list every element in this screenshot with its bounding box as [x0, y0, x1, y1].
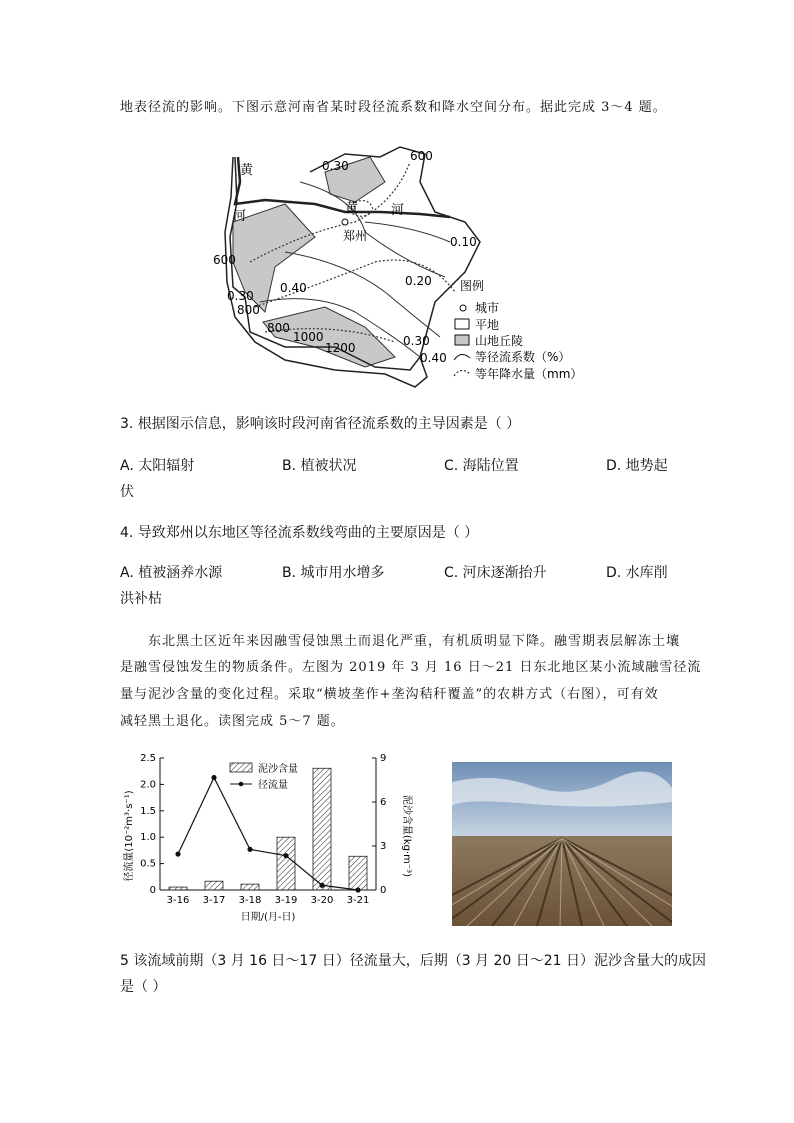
sediment-bar: [313, 768, 331, 890]
x-tick-label: 3-21: [346, 895, 370, 906]
runoff-point: [283, 853, 288, 858]
runoff-point: [355, 887, 360, 892]
city-label: 郑州: [343, 229, 368, 243]
legend-bar-swatch: [230, 763, 252, 772]
legend-precip: 等年降水量（mm）: [475, 367, 583, 381]
q3-stem: 3. 根据图示信息，影响该时段河南省径流系数的主导因素是（ ）: [120, 416, 521, 432]
x-tick-label: 3-19: [274, 895, 298, 906]
chart-line: [175, 775, 360, 893]
legend-title: 图例: [460, 279, 485, 293]
chart-legend: [230, 762, 298, 791]
legend-runoff: 等径流系数（%）: [475, 350, 571, 364]
henan-runoff-map: [205, 142, 600, 392]
runoff-point: [175, 851, 180, 856]
y-tick-label-left: 2.0: [140, 779, 156, 791]
legend-line-label: 径流量: [258, 780, 288, 791]
q3-option-c[interactable]: C. 海陆位置: [444, 458, 519, 474]
runoff-point: [247, 847, 252, 852]
q5-stem-line1: 5 该流域前期（3 月 16 日～17 日）径流量大，后期（3 月 20 日～21 日）泥沙含量大的成因: [120, 953, 707, 969]
isoline-label: 0.40: [280, 281, 307, 295]
y-tick-label-right: 0: [380, 885, 387, 896]
map-legend: [454, 278, 582, 381]
river-label: 河: [391, 203, 405, 218]
x-tick-label: 3-17: [202, 895, 226, 906]
passage-line: 量与泥沙含量的变化过程。采取“横坡垄作+垄沟秸秆覆盖”的农耕方式（右图），可有效: [120, 687, 659, 702]
river-label: 黄: [345, 201, 359, 216]
q4-option-d-cont: 洪补枯: [120, 591, 162, 607]
y-axis-right-title: 泥沙含量(kg·m⁻³): [401, 794, 412, 878]
river-label: 黄: [240, 163, 254, 178]
legend-bar-label: 泥沙含量: [258, 764, 298, 775]
city-marker: [342, 219, 348, 225]
q3-option-b[interactable]: B. 植被状况: [282, 458, 357, 474]
legend-line-marker: [239, 782, 244, 787]
isoline-label: 800: [267, 321, 290, 335]
x-tick-label: 3-18: [238, 895, 262, 906]
sediment-bar: [241, 884, 259, 890]
y-tick-label-right: 9: [380, 753, 387, 764]
isoline-label: 1000: [293, 330, 324, 344]
q3-option-d[interactable]: D. 地势起: [606, 458, 668, 474]
y-tick-label-left: 0.5: [140, 858, 156, 870]
legend-city-icon: [460, 305, 466, 311]
isoline-label: 0.30: [227, 289, 254, 303]
isoline-label: 600: [213, 253, 236, 267]
legend-precip-icon: [454, 370, 470, 376]
sediment-bar: [205, 881, 223, 890]
legend-runoff-icon: [454, 354, 470, 360]
runoff-point: [211, 775, 216, 780]
q4-stem: 4. 导致郑州以东地区等径流系数线弯曲的主要原因是（ ）: [120, 525, 479, 541]
sediment-bar: [277, 837, 295, 890]
isoline-label: 1200: [325, 341, 356, 355]
q4-option-c[interactable]: C. 河床逐渐抬升: [444, 565, 547, 581]
q3-option-a[interactable]: A. 太阳辐射: [120, 458, 195, 474]
passage-line: 东北黑土区近年来因融雪侵蚀黑土而退化严重，有机质明显下降。融雪期表层解冻土壤: [148, 634, 681, 649]
runoff-sediment-chart: [118, 748, 423, 928]
x-tick-label: 3-20: [310, 895, 334, 906]
isoline-label: 0.30: [322, 159, 349, 173]
y-tick-label-left: 0: [149, 885, 156, 896]
y-tick-label-left: 1.0: [140, 832, 156, 844]
q4-option-d[interactable]: D. 水库削: [606, 565, 668, 581]
q4-option-b[interactable]: B. 城市用水增多: [282, 565, 385, 581]
y-axis-left-title: 径流量(10⁻²m³·s⁻¹): [124, 790, 135, 882]
passage-line: 是融雪侵蚀发生的物质条件。左图为 2019 年 3 月 16 日～21 日东北地区某小流域融雪径流: [120, 660, 702, 675]
q4-option-a[interactable]: A. 植被涵养水源: [120, 565, 223, 581]
isoline-label: 0.30: [403, 334, 430, 348]
legend-hills: 山地丘陵: [475, 334, 524, 348]
q3-option-d-cont: 伏: [120, 484, 134, 500]
runoff-isoline: [365, 222, 450, 242]
river-label: 河: [233, 209, 247, 224]
isoline-label: 600: [410, 149, 433, 163]
x-tick-label: 3-16: [166, 895, 190, 906]
runoff-point: [319, 883, 324, 888]
y-tick-label-right: 6: [380, 797, 387, 808]
legend-plain: 平地: [475, 318, 500, 332]
isoline-label: 0.40: [420, 351, 447, 365]
sediment-bar: [349, 856, 367, 890]
q5-stem-line2: 是（ ）: [120, 979, 167, 995]
y-tick-label-right: 3: [380, 841, 387, 852]
legend-city: 城市: [475, 301, 500, 315]
isoline-label: 800: [237, 303, 260, 317]
intro-line: 地表径流的影响。下图示意河南省某时段径流系数和降水空间分布。据此完成 3～4 题。: [120, 100, 667, 115]
x-axis-title: 日期/(月-日): [240, 912, 296, 923]
isoline-label: 0.20: [405, 274, 432, 288]
sediment-bar: [169, 887, 187, 890]
isoline-label: 0.10: [450, 235, 477, 249]
y-tick-label-left: 2.5: [140, 753, 156, 764]
field-photo: [452, 762, 672, 926]
legend-plain-icon: [455, 319, 469, 329]
legend-hills-icon: [455, 335, 469, 345]
passage-line: 减轻黑土退化。读图完成 5～7 题。: [120, 714, 345, 729]
y-tick-label-left: 1.5: [140, 805, 156, 817]
